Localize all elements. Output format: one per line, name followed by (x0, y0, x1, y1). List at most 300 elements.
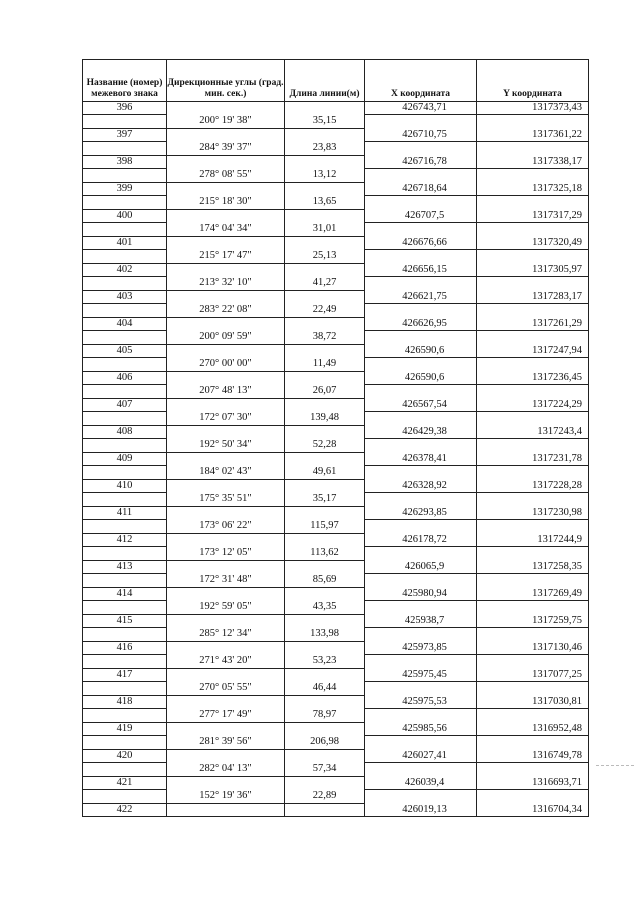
header-line-length: Длина линии(м) (285, 60, 365, 102)
y-coordinate (477, 372, 589, 385)
y-coordinate (477, 129, 589, 142)
x-coordinate-value: 425980,94 (402, 587, 447, 599)
marker-cell-empty (83, 466, 167, 480)
line-length: 46,44 (285, 682, 365, 696)
angle-cell-empty (167, 129, 285, 142)
marker-name: 397 (83, 129, 167, 142)
marker-name: 399 (83, 183, 167, 196)
x-coordinate-value: 425975,53 (402, 695, 447, 707)
point-row (83, 345, 589, 358)
x-coordinate (365, 399, 477, 412)
angle-cell-empty (167, 264, 285, 277)
x-cell-empty (365, 655, 477, 669)
x-coordinate (365, 156, 477, 169)
line-length: 35,15 (285, 115, 365, 129)
direction-angle: 271° 43' 20" (167, 655, 285, 669)
length-cell-empty (285, 507, 365, 520)
length-cell-empty (285, 453, 365, 466)
y-cell-empty (477, 655, 589, 669)
segment-row (83, 250, 589, 264)
x-coordinate-value: 426718,64 (402, 182, 447, 194)
marker-cell-empty (83, 439, 167, 453)
y-coordinate (477, 804, 589, 817)
y-coordinate-value: 1317236,45 (532, 371, 582, 383)
x-coordinate (365, 561, 477, 574)
x-coordinate-value: 425975,45 (402, 668, 447, 680)
x-coordinate (365, 534, 477, 547)
x-cell-empty (365, 115, 477, 129)
direction-angle: 200° 19' 38" (167, 115, 285, 129)
x-coordinate (365, 318, 477, 331)
line-length: 38,72 (285, 331, 365, 345)
scan-artifact-line (596, 765, 634, 766)
y-coordinate-value: 1317224,29 (532, 398, 582, 410)
length-cell-empty (285, 291, 365, 304)
x-cell-empty (365, 250, 477, 264)
y-coordinate-value: 1317361,22 (532, 128, 582, 140)
angle-cell-empty (167, 534, 285, 547)
x-coordinate (365, 507, 477, 520)
marker-cell-empty (83, 601, 167, 615)
y-cell-empty (477, 196, 589, 210)
line-length: 35,17 (285, 493, 365, 507)
direction-angle: 173° 12' 05" (167, 547, 285, 561)
point-row (83, 804, 589, 817)
length-cell-empty (285, 696, 365, 709)
angle-cell-empty (167, 804, 285, 817)
segment-row (83, 574, 589, 588)
marker-cell-empty (83, 709, 167, 723)
y-coordinate-value: 1317030,81 (532, 695, 582, 707)
line-length: 43,35 (285, 601, 365, 615)
x-cell-empty (365, 331, 477, 345)
x-coordinate-value: 426019,13 (402, 803, 447, 815)
x-cell-empty (365, 763, 477, 777)
marker-name: 417 (83, 669, 167, 682)
y-coordinate-value: 1317325,18 (532, 182, 582, 194)
marker-name: 408 (83, 426, 167, 439)
x-cell-empty (365, 439, 477, 453)
y-cell-empty (477, 682, 589, 696)
line-length: 85,69 (285, 574, 365, 588)
line-length: 25,13 (285, 250, 365, 264)
marker-name: 411 (83, 507, 167, 520)
marker-cell-empty (83, 196, 167, 210)
length-cell-empty (285, 750, 365, 763)
y-coordinate (477, 507, 589, 520)
y-coordinate (477, 210, 589, 223)
y-cell-empty (477, 223, 589, 237)
length-cell-empty (285, 804, 365, 817)
y-cell-empty (477, 142, 589, 156)
x-coordinate-value: 425973,85 (402, 641, 447, 653)
y-coordinate-value: 1316693,71 (532, 776, 582, 788)
direction-angle: 270° 05' 55" (167, 682, 285, 696)
direction-angle: 173° 06' 22" (167, 520, 285, 534)
angle-cell-empty (167, 561, 285, 574)
x-coordinate (365, 642, 477, 655)
x-cell-empty (365, 466, 477, 480)
length-cell-empty (285, 183, 365, 196)
direction-angle: 175° 35' 51" (167, 493, 285, 507)
x-coordinate-value: 426293,85 (402, 506, 447, 518)
length-cell-empty (285, 156, 365, 169)
y-cell-empty (477, 601, 589, 615)
segment-row (83, 196, 589, 210)
marker-name: 406 (83, 372, 167, 385)
y-cell-empty (477, 304, 589, 318)
direction-angle: 152° 19' 36" (167, 790, 285, 804)
y-cell-empty (477, 574, 589, 588)
line-length: 133,98 (285, 628, 365, 642)
direction-angle: 192° 50' 34" (167, 439, 285, 453)
angle-cell-empty (167, 237, 285, 250)
angle-cell-empty (167, 777, 285, 790)
marker-cell-empty (83, 304, 167, 318)
segment-row (83, 682, 589, 696)
x-coordinate-value: 426065,9 (404, 560, 445, 572)
x-cell-empty (365, 628, 477, 642)
angle-cell-empty (167, 183, 285, 196)
direction-angle: 172° 07' 30" (167, 412, 285, 426)
x-coordinate-value: 425985,56 (402, 722, 447, 734)
direction-angle: 174° 04' 34" (167, 223, 285, 237)
segment-row (83, 628, 589, 642)
x-cell-empty (365, 547, 477, 561)
point-row (83, 264, 589, 277)
marker-name: 421 (83, 777, 167, 790)
point-row (83, 642, 589, 655)
y-coordinate (477, 588, 589, 601)
x-coordinate-value: 426743,71 (402, 102, 447, 113)
marker-name: 418 (83, 696, 167, 709)
x-coordinate-value: 426039,4 (404, 776, 445, 788)
angle-cell-empty (167, 372, 285, 385)
point-row (83, 210, 589, 223)
coordinates-table (82, 59, 589, 817)
y-cell-empty (477, 358, 589, 372)
x-cell-empty (365, 277, 477, 291)
x-cell-empty (365, 196, 477, 210)
x-coordinate (365, 750, 477, 763)
direction-angle: 207° 48' 13" (167, 385, 285, 399)
direction-angle: 215° 18' 30" (167, 196, 285, 210)
x-cell-empty (365, 304, 477, 318)
x-coordinate (365, 129, 477, 142)
line-length: 22,89 (285, 790, 365, 804)
point-row (83, 102, 589, 115)
marker-name: 415 (83, 615, 167, 628)
marker-cell-empty (83, 277, 167, 291)
segment-row (83, 655, 589, 669)
y-coordinate-value: 1317373,43 (532, 102, 582, 113)
header-marker-name: Название (номер) межевого знака (83, 60, 167, 102)
x-coordinate (365, 615, 477, 628)
y-cell-empty (477, 115, 589, 129)
length-cell-empty (285, 399, 365, 412)
marker-name: 409 (83, 453, 167, 466)
length-cell-empty (285, 777, 365, 790)
x-cell-empty (365, 223, 477, 237)
segment-row (83, 439, 589, 453)
marker-name: 403 (83, 291, 167, 304)
length-cell-empty (285, 129, 365, 142)
direction-angle: 277° 17' 49" (167, 709, 285, 723)
length-cell-empty (285, 534, 365, 547)
y-coordinate-value: 1317230,98 (532, 506, 582, 518)
x-coordinate (365, 804, 477, 817)
line-length: 78,97 (285, 709, 365, 723)
marker-name: 404 (83, 318, 167, 331)
y-coordinate (477, 345, 589, 358)
marker-name: 420 (83, 750, 167, 763)
x-coordinate-value: 426656,15 (402, 263, 447, 275)
x-cell-empty (365, 574, 477, 588)
x-coordinate (365, 426, 477, 439)
line-length: 41,27 (285, 277, 365, 291)
y-coordinate-value: 1317317,29 (532, 209, 582, 221)
direction-angle: 278° 08' 55" (167, 169, 285, 183)
angle-cell-empty (167, 399, 285, 412)
y-cell-empty (477, 331, 589, 345)
y-coordinate-value: 1317244,9 (537, 533, 582, 545)
y-coordinate (477, 291, 589, 304)
y-coordinate (477, 696, 589, 709)
y-cell-empty (477, 250, 589, 264)
line-length: 206,98 (285, 736, 365, 750)
x-coordinate (365, 480, 477, 493)
y-cell-empty (477, 493, 589, 507)
marker-name: 416 (83, 642, 167, 655)
segment-row (83, 304, 589, 318)
x-coordinate-value: 426429,38 (402, 425, 447, 437)
segment-row (83, 547, 589, 561)
length-cell-empty (285, 237, 365, 250)
point-row (83, 588, 589, 601)
segment-row (83, 493, 589, 507)
line-length: 57,34 (285, 763, 365, 777)
point-row (83, 750, 589, 763)
marker-cell-empty (83, 547, 167, 561)
line-length: 13,65 (285, 196, 365, 210)
length-cell-empty (285, 426, 365, 439)
point-row (83, 372, 589, 385)
y-coordinate-value: 1317228,28 (532, 479, 582, 491)
angle-cell-empty (167, 156, 285, 169)
y-coordinate-value: 1317338,17 (532, 155, 582, 167)
marker-name: 402 (83, 264, 167, 277)
y-coordinate (477, 561, 589, 574)
header-y-coordinate: Y координата (477, 60, 589, 102)
y-coordinate-value: 1317259,75 (532, 614, 582, 626)
x-cell-empty (365, 736, 477, 750)
marker-cell-empty (83, 142, 167, 156)
length-cell-empty (285, 723, 365, 736)
angle-cell-empty (167, 102, 285, 115)
x-coordinate (365, 696, 477, 709)
length-cell-empty (285, 669, 365, 682)
marker-cell-empty (83, 790, 167, 804)
length-cell-empty (285, 210, 365, 223)
x-coordinate (365, 345, 477, 358)
y-cell-empty (477, 736, 589, 750)
marker-cell-empty (83, 628, 167, 642)
x-cell-empty (365, 385, 477, 399)
x-coordinate (365, 723, 477, 736)
y-cell-empty (477, 763, 589, 777)
x-cell-empty (365, 412, 477, 426)
marker-cell-empty (83, 763, 167, 777)
line-length: 22,49 (285, 304, 365, 318)
marker-name: 405 (83, 345, 167, 358)
direction-angle: 215° 17' 47" (167, 250, 285, 264)
angle-cell-empty (167, 318, 285, 331)
line-length: 53,23 (285, 655, 365, 669)
segment-row (83, 223, 589, 237)
marker-cell-empty (83, 682, 167, 696)
x-coordinate (365, 237, 477, 250)
x-cell-empty (365, 790, 477, 804)
line-length: 23,83 (285, 142, 365, 156)
angle-cell-empty (167, 345, 285, 358)
y-coordinate (477, 777, 589, 790)
direction-angle: 284° 39' 37" (167, 142, 285, 156)
x-cell-empty (365, 520, 477, 534)
marker-cell-empty (83, 574, 167, 588)
y-coordinate-value: 1317305,97 (532, 263, 582, 275)
x-coordinate-value: 426626,95 (402, 317, 447, 329)
angle-cell-empty (167, 696, 285, 709)
length-cell-empty (285, 318, 365, 331)
x-coordinate (365, 291, 477, 304)
y-coordinate-value: 1316749,78 (532, 749, 582, 761)
segment-row (83, 520, 589, 534)
x-cell-empty (365, 142, 477, 156)
y-cell-empty (477, 709, 589, 723)
y-coordinate-value: 1317130,46 (532, 641, 582, 653)
length-cell-empty (285, 588, 365, 601)
x-coordinate (365, 264, 477, 277)
direction-angle: 200° 09' 59" (167, 331, 285, 345)
y-coordinate (477, 102, 589, 115)
marker-name: 412 (83, 534, 167, 547)
segment-row (83, 466, 589, 480)
y-cell-empty (477, 466, 589, 480)
x-coordinate (365, 453, 477, 466)
direction-angle: 213° 32' 10" (167, 277, 285, 291)
point-row (83, 507, 589, 520)
y-coordinate (477, 426, 589, 439)
line-length: 113,62 (285, 547, 365, 561)
x-coordinate (365, 588, 477, 601)
length-cell-empty (285, 561, 365, 574)
marker-cell-empty (83, 169, 167, 183)
x-coordinate (365, 102, 477, 115)
header-direction-angle: Дирекционные углы (град. мин. сек.) (167, 60, 285, 102)
point-row (83, 669, 589, 682)
y-coordinate-value: 1317243,4 (537, 425, 582, 437)
length-cell-empty (285, 372, 365, 385)
point-row (83, 399, 589, 412)
line-length: 31,01 (285, 223, 365, 237)
point-row (83, 696, 589, 709)
angle-cell-empty (167, 615, 285, 628)
segment-row (83, 115, 589, 129)
x-coordinate-value: 425938,7 (404, 614, 445, 626)
y-cell-empty (477, 169, 589, 183)
x-cell-empty (365, 493, 477, 507)
y-coordinate-value: 1317320,49 (532, 236, 582, 248)
point-row (83, 156, 589, 169)
x-coordinate-value: 426567,54 (402, 398, 447, 410)
length-cell-empty (285, 345, 365, 358)
y-coordinate (477, 264, 589, 277)
point-row (83, 723, 589, 736)
x-coordinate (365, 669, 477, 682)
y-coordinate (477, 399, 589, 412)
segment-row (83, 385, 589, 399)
y-coordinate (477, 723, 589, 736)
marker-name: 419 (83, 723, 167, 736)
angle-cell-empty (167, 669, 285, 682)
y-coordinate-value: 1316952,48 (532, 722, 582, 734)
point-row (83, 561, 589, 574)
segment-row (83, 763, 589, 777)
x-cell-empty (365, 169, 477, 183)
x-coordinate-value: 426716,78 (402, 155, 447, 167)
y-coordinate (477, 534, 589, 547)
angle-cell-empty (167, 210, 285, 223)
marker-cell-empty (83, 520, 167, 534)
x-coordinate-value: 426378,41 (402, 452, 447, 464)
header-x-coordinate: X координата (365, 60, 477, 102)
marker-name: 413 (83, 561, 167, 574)
point-row (83, 480, 589, 493)
marker-cell-empty (83, 250, 167, 264)
x-coordinate (365, 372, 477, 385)
marker-cell-empty (83, 655, 167, 669)
x-coordinate (365, 210, 477, 223)
segment-row (83, 142, 589, 156)
point-row (83, 318, 589, 331)
direction-angle: 283° 22' 08" (167, 304, 285, 318)
x-cell-empty (365, 709, 477, 723)
segment-row (83, 709, 589, 723)
x-coordinate (365, 777, 477, 790)
direction-angle: 281° 39' 56" (167, 736, 285, 750)
x-coordinate-value: 426707,5 (404, 209, 445, 221)
length-cell-empty (285, 480, 365, 493)
marker-name: 398 (83, 156, 167, 169)
y-coordinate-value: 1316704,34 (532, 803, 582, 815)
y-cell-empty (477, 547, 589, 561)
y-coordinate (477, 318, 589, 331)
segment-row (83, 412, 589, 426)
marker-cell-empty (83, 331, 167, 345)
marker-name: 400 (83, 210, 167, 223)
y-coordinate-value: 1317269,49 (532, 587, 582, 599)
point-row (83, 183, 589, 196)
length-cell-empty (285, 615, 365, 628)
angle-cell-empty (167, 426, 285, 439)
y-coordinate (477, 669, 589, 682)
x-coordinate-value: 426621,75 (402, 290, 447, 302)
x-coordinate-value: 426027,41 (402, 749, 447, 761)
angle-cell-empty (167, 453, 285, 466)
segment-row (83, 790, 589, 804)
line-length: 52,28 (285, 439, 365, 453)
line-length: 13,12 (285, 169, 365, 183)
